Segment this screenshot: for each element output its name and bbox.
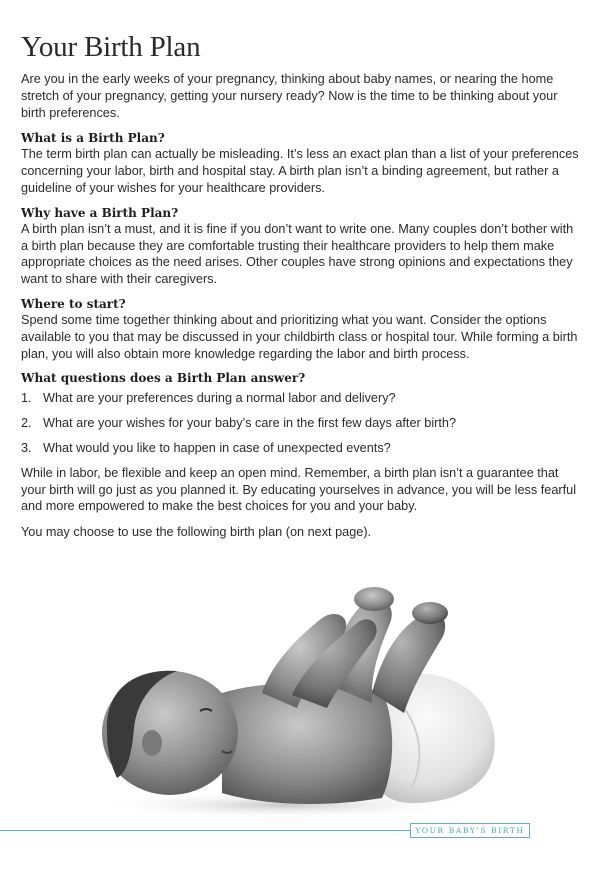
list-number: 3.: [21, 440, 32, 455]
section-body: A birth plan isn’t a must, and it is fine if you don’t want to write one. Many couples don’t bother with a birth plan because they are comfortable trusting their healthcare providers to help them make appropriate choices as the need arises. Other couples have strong opinions and expectations they want to share with their caregivers.: [21, 221, 574, 287]
section-heading: Why have a Birth Plan?: [21, 205, 179, 220]
section-heading: Where to start?: [21, 296, 126, 311]
list-text: What are your preferences during a normal labor and delivery?: [43, 391, 396, 406]
list-item: [21, 415, 581, 432]
baby-foot: [412, 602, 448, 624]
footer-label: YOUR BABY’S BIRTH: [410, 823, 530, 838]
section-questions: [21, 370, 581, 456]
section-body: The term birth plan can actually be misleading. It’s less an exact plan than a list of your preferences concerning your labor, birth and hospital stay. A birth plan isn’t a binding agreement, but rather a guideline of your wishes for your healthcare providers.: [21, 147, 579, 195]
list-item: [21, 390, 581, 407]
question-list: [21, 390, 581, 456]
closing-paragraph: While in labor, be flexible and keep an open mind. Remember, a birth plan isn’t a guarantee that your birth will go just as you planned it. By educating yourselves in advance, you will be less fearful and more empowered to make the best choices for you and your baby.: [21, 465, 577, 514]
section-where-to-start: [21, 296, 581, 362]
section-body: Spend some time together thinking about and prioritizing what you want. Consider the options available to you that may be discussed in your childbirth class or hospital tour. While forming a birth plan, you will also obtain more knowledge regarding the labor and birth process.: [21, 312, 578, 361]
baby-ear: [142, 730, 162, 756]
list-number: 1.: [21, 391, 32, 406]
section-what-is: [21, 130, 581, 196]
list-text: What would you like to happen in case of unexpected events?: [43, 440, 391, 455]
baby-torso: [222, 683, 392, 804]
intro-paragraph: Are you in the early weeks of your pregnancy, thinking about baby names, or nearing the home stretch of your pregnancy, getting your nursery ready? Now is the time to be thinking about your birth preferences.: [21, 72, 558, 120]
section-heading: What is a Birth Plan?: [21, 131, 165, 146]
section-heading: What questions does a Birth Plan answer?: [21, 371, 306, 386]
baby-photo: [82, 583, 502, 823]
footer-rule: [0, 830, 410, 831]
list-item: [21, 440, 581, 457]
page-title: Your Birth Plan: [21, 31, 201, 63]
section-why-have: [21, 205, 581, 288]
page-content: [21, 30, 581, 541]
baby-foot: [354, 587, 394, 611]
next-page-note: You may choose to use the following birth plan (on next page).: [21, 525, 372, 540]
list-number: 2.: [21, 416, 32, 431]
list-text: What are your wishes for your baby’s care in the first few days after birth?: [43, 416, 456, 431]
